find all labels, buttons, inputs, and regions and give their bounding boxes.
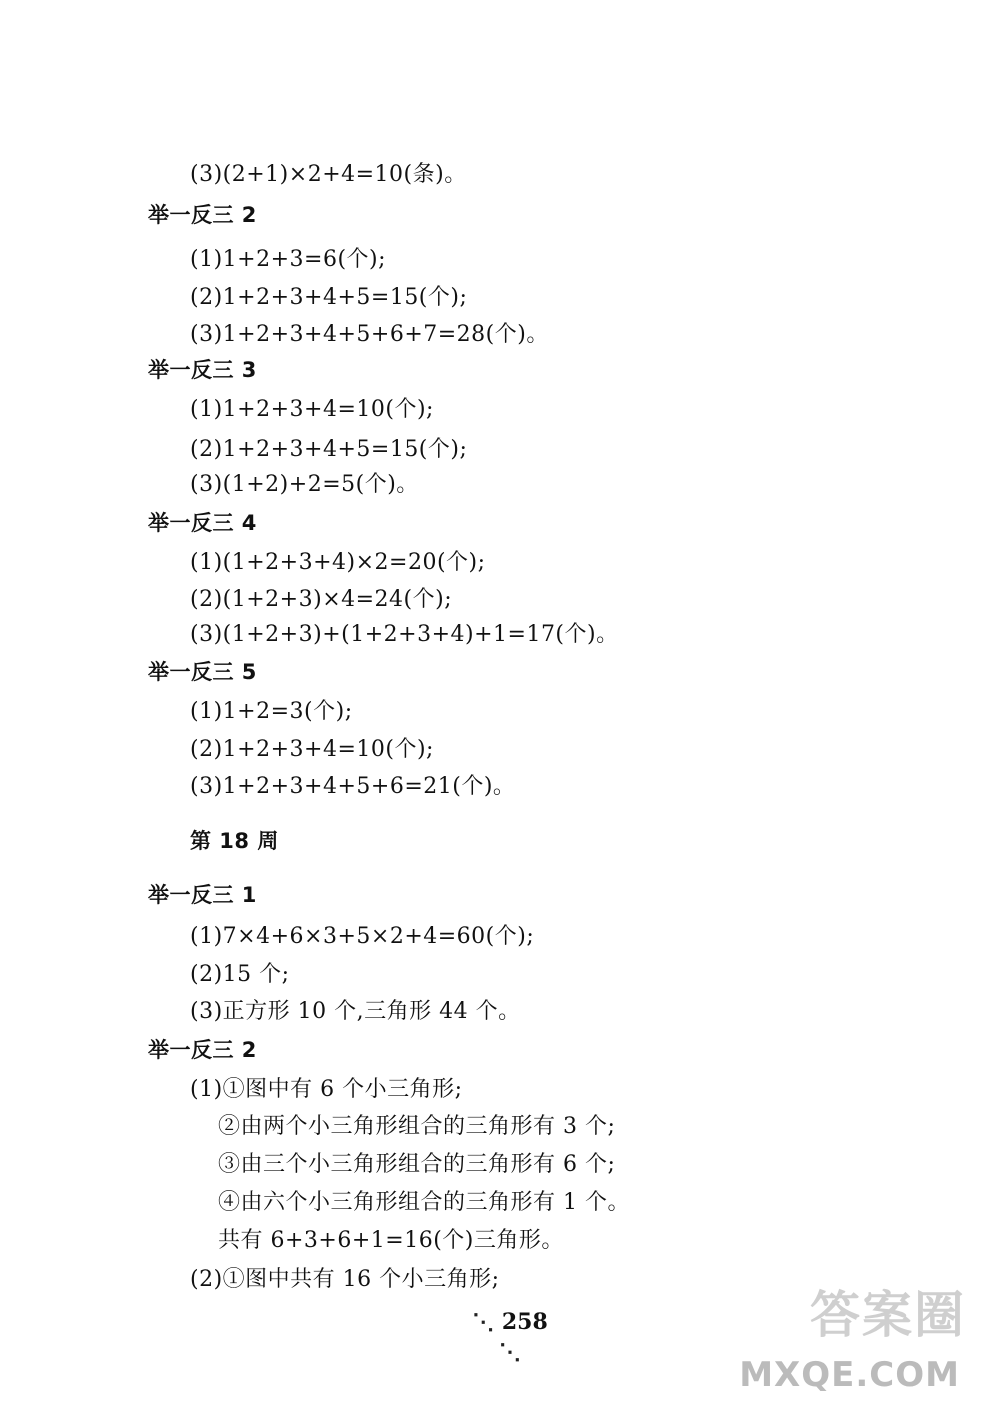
week-heading: 第 18 周 (190, 829, 279, 853)
answer-line: (2)(1+2+3)×4=24(个); (190, 587, 453, 612)
answer-line: (3)(2+1)×2+4=10(条)。 (190, 162, 467, 187)
answer-line: ②由两个小三角形组合的三角形有 3 个; (218, 1114, 616, 1139)
section-heading: 举一反三 2 (148, 1038, 257, 1062)
watermark-url: MXQE.COM (739, 1355, 960, 1395)
section-heading: 举一反三 4 (148, 511, 257, 535)
answer-line: (2)1+2+3+4+5=15(个); (190, 437, 468, 462)
answer-line: (3)(1+2)+2=5(个)。 (190, 472, 419, 497)
answer-line: 共有 6+3+6+1=16(个)三角形。 (218, 1228, 564, 1253)
section-heading: 举一反三 1 (148, 883, 257, 907)
answer-line: (1)7×4+6×3+5×2+4=60(个); (190, 924, 535, 949)
answer-line: (1)(1+2+3+4)×2=20(个); (190, 550, 486, 575)
answer-line: (2)①图中共有 16 个小三角形; (190, 1267, 500, 1292)
answer-line: (2)15 个; (190, 962, 290, 987)
page-number-right-dots: ⋱ (499, 1339, 521, 1365)
answer-line: (3)(1+2+3)+(1+2+3+4)+1=17(个)。 (190, 622, 619, 647)
section-heading: 举一反三 2 (148, 203, 257, 227)
section-heading: 举一反三 3 (148, 358, 257, 382)
answer-line: ③由三个小三角形组合的三角形有 6 个; (218, 1152, 616, 1177)
watermark-logo-text: 答案圈 (810, 1286, 966, 1344)
answer-line: (1)1+2+3+4=10(个); (190, 397, 434, 422)
page-number-value: 258 (501, 1309, 548, 1335)
answer-line: (2)1+2+3+4+5=15(个); (190, 285, 468, 310)
answer-line: (3)1+2+3+4+5+6+7=28(个)。 (190, 322, 549, 347)
section-heading: 举一反三 5 (148, 660, 257, 684)
page-number-left-dots: ⋱ (472, 1309, 502, 1335)
answer-line: (3)1+2+3+4+5+6=21(个)。 (190, 774, 516, 799)
answer-line: (1)1+2+3=6(个); (190, 247, 387, 272)
answer-line: (2)1+2+3+4=10(个); (190, 737, 434, 762)
page-number (460, 1307, 560, 1367)
answer-line: (1)①图中有 6 个小三角形; (190, 1077, 463, 1102)
answer-line: ④由六个小三角形组合的三角形有 1 个。 (218, 1190, 630, 1215)
answer-line: (3)正方形 10 个,三角形 44 个。 (190, 999, 521, 1024)
answer-line: (1)1+2=3(个); (190, 699, 353, 724)
